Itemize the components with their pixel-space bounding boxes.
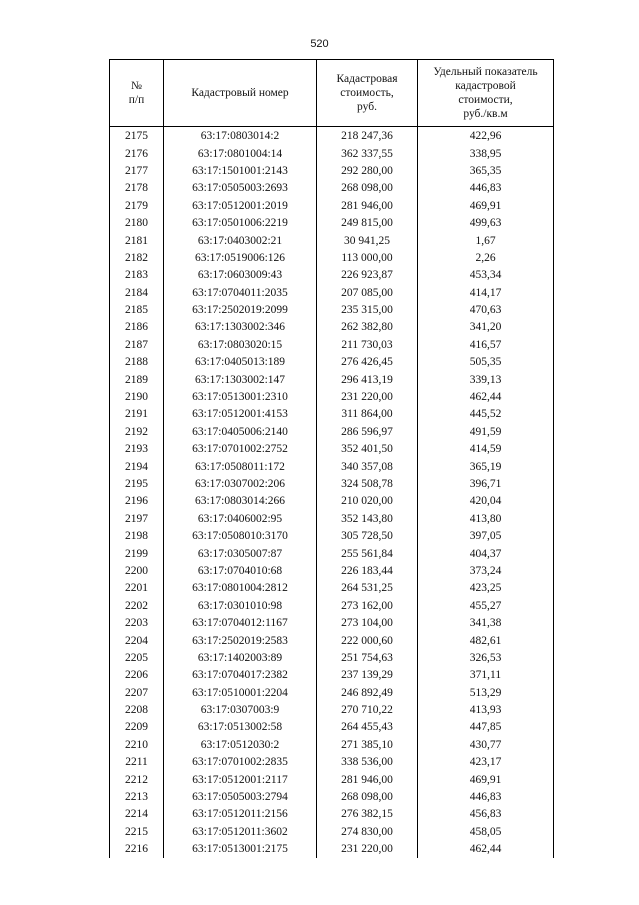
- table-row: [110, 145, 554, 162]
- row-num-cell: 2179: [110, 198, 164, 215]
- cadastral-number-cell: 63:17:0508010:3170: [164, 528, 317, 545]
- specific-index-cell: 326,53: [418, 650, 554, 667]
- specific-index-cell: 447,85: [418, 719, 554, 736]
- cadastral-value-cell: 271 385,10: [317, 737, 418, 754]
- specific-index-cell: 462,44: [418, 841, 554, 858]
- row-num-cell: 2187: [110, 337, 164, 354]
- table-row: [110, 267, 554, 284]
- specific-index-cell: 413,93: [418, 702, 554, 719]
- row-num-cell: 2213: [110, 789, 164, 806]
- cadastral-value-cell: 276 382,15: [317, 806, 418, 823]
- cadastral-number-cell: 63:17:1303002:147: [164, 371, 317, 388]
- table-row: [110, 824, 554, 841]
- row-num-cell: 2214: [110, 806, 164, 823]
- cadastral-number-cell: 63:17:0513001:2175: [164, 841, 317, 858]
- row-num-cell: 2176: [110, 145, 164, 162]
- specific-index-cell: 413,80: [418, 511, 554, 528]
- cadastral-number-cell: 63:17:0803014:266: [164, 493, 317, 510]
- cadastral-number-cell: 63:17:0508011:172: [164, 458, 317, 475]
- table-row: [110, 180, 554, 197]
- cadastral-number-cell: 63:17:0704012:1167: [164, 615, 317, 632]
- specific-index-cell: 430,77: [418, 737, 554, 754]
- row-num-cell: 2185: [110, 302, 164, 319]
- cadastral-number-cell: 63:17:0512030:2: [164, 737, 317, 754]
- row-num-cell: 2212: [110, 771, 164, 788]
- specific-index-cell: 469,91: [418, 198, 554, 215]
- specific-index-cell: 414,59: [418, 441, 554, 458]
- table-row: [110, 511, 554, 528]
- cadastral-number-cell: 63:17:0603009:43: [164, 267, 317, 284]
- cadastral-value-cell: 311 864,00: [317, 406, 418, 423]
- cadastral-number-cell: 63:17:1402003:89: [164, 650, 317, 667]
- row-num-cell: 2199: [110, 545, 164, 562]
- row-num-cell: 2180: [110, 215, 164, 232]
- row-num-cell: 2196: [110, 493, 164, 510]
- table-row: [110, 302, 554, 319]
- cadastral-table: [109, 59, 554, 858]
- table-row: [110, 667, 554, 684]
- row-num-cell: 2202: [110, 598, 164, 615]
- cadastral-number-cell: 63:17:0512001:4153: [164, 406, 317, 423]
- specific-index-cell: 1,67: [418, 232, 554, 249]
- cadastral-value-cell: 210 020,00: [317, 493, 418, 510]
- table-row: [110, 337, 554, 354]
- header-specific-index: Удельный показатель кадастровой стоимости, руб./кв.м: [418, 60, 554, 127]
- cadastral-value-cell: 296 413,19: [317, 371, 418, 388]
- row-num-cell: 2211: [110, 754, 164, 771]
- row-num-cell: 2208: [110, 702, 164, 719]
- row-num-cell: 2215: [110, 824, 164, 841]
- row-num-cell: 2206: [110, 667, 164, 684]
- cadastral-number-cell: 63:17:0704017:2382: [164, 667, 317, 684]
- table-row: [110, 841, 554, 858]
- table-row: [110, 215, 554, 232]
- cadastral-value-cell: 281 946,00: [317, 198, 418, 215]
- cadastral-number-cell: 63:17:0301010:98: [164, 598, 317, 615]
- header-cadastral-value: Кадастровая стоимость, руб.: [317, 60, 418, 127]
- specific-index-cell: 499,63: [418, 215, 554, 232]
- cadastral-number-cell: 63:17:2502019:2583: [164, 632, 317, 649]
- row-num-cell: 2182: [110, 250, 164, 267]
- specific-index-cell: 338,95: [418, 145, 554, 162]
- specific-index-cell: 513,29: [418, 685, 554, 702]
- cadastral-value-cell: 292 280,00: [317, 163, 418, 180]
- specific-index-cell: 458,05: [418, 824, 554, 841]
- specific-index-cell: 397,05: [418, 528, 554, 545]
- table-row: [110, 685, 554, 702]
- specific-index-cell: 341,20: [418, 319, 554, 336]
- row-num-cell: 2205: [110, 650, 164, 667]
- cadastral-value-cell: 268 098,00: [317, 180, 418, 197]
- row-num-cell: 2183: [110, 267, 164, 284]
- cadastral-value-cell: 246 892,49: [317, 685, 418, 702]
- cadastral-number-cell: 63:17:1303002:346: [164, 319, 317, 336]
- table-row: [110, 719, 554, 736]
- specific-index-cell: 339,13: [418, 371, 554, 388]
- row-num-cell: 2189: [110, 371, 164, 388]
- row-num-cell: 2210: [110, 737, 164, 754]
- table-row: [110, 615, 554, 632]
- specific-index-cell: 455,27: [418, 598, 554, 615]
- cadastral-number-cell: 63:17:0512001:2019: [164, 198, 317, 215]
- cadastral-value-cell: 222 000,60: [317, 632, 418, 649]
- cadastral-number-cell: 63:17:0512011:3602: [164, 824, 317, 841]
- cadastral-number-cell: 63:17:0505003:2794: [164, 789, 317, 806]
- cadastral-number-cell: 63:17:0305007:87: [164, 545, 317, 562]
- table-row: [110, 493, 554, 510]
- row-num-cell: 2198: [110, 528, 164, 545]
- cadastral-value-cell: 274 830,00: [317, 824, 418, 841]
- row-num-cell: 2200: [110, 563, 164, 580]
- table-row: [110, 737, 554, 754]
- table-row: [110, 441, 554, 458]
- specific-index-cell: 2,26: [418, 250, 554, 267]
- specific-index-cell: 482,61: [418, 632, 554, 649]
- row-num-cell: 2186: [110, 319, 164, 336]
- cadastral-value-cell: 268 098,00: [317, 789, 418, 806]
- table-row: [110, 163, 554, 180]
- table-row: [110, 771, 554, 788]
- cadastral-number-cell: 63:17:0403002:21: [164, 232, 317, 249]
- cadastral-value-cell: 352 143,80: [317, 511, 418, 528]
- cadastral-value-cell: 231 220,00: [317, 389, 418, 406]
- page-number: 520: [310, 38, 329, 50]
- cadastral-value-cell: 211 730,03: [317, 337, 418, 354]
- cadastral-number-cell: 63:17:0519006:126: [164, 250, 317, 267]
- cadastral-value-cell: 30 941,25: [317, 232, 418, 249]
- cadastral-value-cell: 226 923,87: [317, 267, 418, 284]
- row-num-cell: 2197: [110, 511, 164, 528]
- cadastral-number-cell: 63:17:0704010:68: [164, 563, 317, 580]
- table-row: [110, 580, 554, 597]
- row-num-cell: 2201: [110, 580, 164, 597]
- row-num-cell: 2192: [110, 424, 164, 441]
- row-num-cell: 2188: [110, 354, 164, 371]
- table-row: [110, 650, 554, 667]
- table-row: [110, 285, 554, 302]
- cadastral-value-cell: 226 183,44: [317, 563, 418, 580]
- row-num-cell: 2207: [110, 685, 164, 702]
- row-num-cell: 2195: [110, 476, 164, 493]
- row-num-cell: 2177: [110, 163, 164, 180]
- row-num-cell: 2190: [110, 389, 164, 406]
- table-row: [110, 545, 554, 562]
- row-num-cell: 2175: [110, 127, 164, 146]
- table-row: [110, 354, 554, 371]
- table-row: [110, 806, 554, 823]
- specific-index-cell: 416,57: [418, 337, 554, 354]
- cadastral-value-cell: 352 401,50: [317, 441, 418, 458]
- cadastral-value-cell: 262 382,80: [317, 319, 418, 336]
- table-row: [110, 458, 554, 475]
- cadastral-value-cell: 255 561,84: [317, 545, 418, 562]
- cadastral-value-cell: 324 508,78: [317, 476, 418, 493]
- table-row: [110, 789, 554, 806]
- cadastral-number-cell: 63:17:0803020:15: [164, 337, 317, 354]
- cadastral-value-cell: 251 754,63: [317, 650, 418, 667]
- cadastral-value-cell: 362 337,55: [317, 145, 418, 162]
- specific-index-cell: 423,25: [418, 580, 554, 597]
- cadastral-number-cell: 63:17:0501006:2219: [164, 215, 317, 232]
- cadastral-number-cell: 63:17:0513002:58: [164, 719, 317, 736]
- specific-index-cell: 365,19: [418, 458, 554, 475]
- cadastral-number-cell: 63:17:0405013:189: [164, 354, 317, 371]
- row-num-cell: 2209: [110, 719, 164, 736]
- table-row: [110, 250, 554, 267]
- cadastral-value-cell: 273 104,00: [317, 615, 418, 632]
- specific-index-cell: 365,35: [418, 163, 554, 180]
- table-row: [110, 563, 554, 580]
- cadastral-number-cell: 63:17:2502019:2099: [164, 302, 317, 319]
- specific-index-cell: 414,17: [418, 285, 554, 302]
- table-row: [110, 406, 554, 423]
- cadastral-number-cell: 63:17:1501001:2143: [164, 163, 317, 180]
- cadastral-value-cell: 276 426,45: [317, 354, 418, 371]
- table-row: [110, 319, 554, 336]
- cadastral-number-cell: 63:17:0513001:2310: [164, 389, 317, 406]
- cadastral-value-cell: 207 085,00: [317, 285, 418, 302]
- cadastral-value-cell: 235 315,00: [317, 302, 418, 319]
- table-row: [110, 632, 554, 649]
- specific-index-cell: 453,34: [418, 267, 554, 284]
- row-num-cell: 2203: [110, 615, 164, 632]
- table-row: [110, 754, 554, 771]
- cadastral-number-cell: 63:17:0704011:2035: [164, 285, 317, 302]
- specific-index-cell: 396,71: [418, 476, 554, 493]
- cadastral-value-cell: 281 946,00: [317, 771, 418, 788]
- row-num-cell: 2194: [110, 458, 164, 475]
- table-header-row: [110, 60, 554, 127]
- table-row: [110, 598, 554, 615]
- cadastral-value-cell: 231 220,00: [317, 841, 418, 858]
- cadastral-number-cell: 63:17:0801004:2812: [164, 580, 317, 597]
- specific-index-cell: 456,83: [418, 806, 554, 823]
- cadastral-number-cell: 63:17:0512011:2156: [164, 806, 317, 823]
- header-num: № п/п: [110, 60, 164, 127]
- table-body: [110, 127, 554, 859]
- table-row: [110, 198, 554, 215]
- row-num-cell: 2191: [110, 406, 164, 423]
- specific-index-cell: 446,83: [418, 180, 554, 197]
- cadastral-value-cell: 273 162,00: [317, 598, 418, 615]
- cadastral-number-cell: 63:17:0803014:2: [164, 127, 317, 146]
- cadastral-value-cell: 249 815,00: [317, 215, 418, 232]
- table-row: [110, 127, 554, 146]
- table-row: [110, 371, 554, 388]
- row-num-cell: 2216: [110, 841, 164, 858]
- specific-index-cell: 469,91: [418, 771, 554, 788]
- specific-index-cell: 491,59: [418, 424, 554, 441]
- specific-index-cell: 420,04: [418, 493, 554, 510]
- cadastral-number-cell: 63:17:0307002:206: [164, 476, 317, 493]
- specific-index-cell: 404,37: [418, 545, 554, 562]
- specific-index-cell: 422,96: [418, 127, 554, 146]
- row-num-cell: 2204: [110, 632, 164, 649]
- table-row: [110, 424, 554, 441]
- cadastral-number-cell: 63:17:0701002:2752: [164, 441, 317, 458]
- cadastral-value-cell: 270 710,22: [317, 702, 418, 719]
- specific-index-cell: 462,44: [418, 389, 554, 406]
- row-num-cell: 2184: [110, 285, 164, 302]
- cadastral-number-cell: 63:17:0512001:2117: [164, 771, 317, 788]
- table-row: [110, 232, 554, 249]
- row-num-cell: 2181: [110, 232, 164, 249]
- cadastral-value-cell: 113 000,00: [317, 250, 418, 267]
- cadastral-value-cell: 264 455,43: [317, 719, 418, 736]
- cadastral-value-cell: 286 596,97: [317, 424, 418, 441]
- table-row: [110, 476, 554, 493]
- specific-index-cell: 423,17: [418, 754, 554, 771]
- specific-index-cell: 470,63: [418, 302, 554, 319]
- table-row: [110, 389, 554, 406]
- cadastral-number-cell: 63:17:0801004:14: [164, 145, 317, 162]
- specific-index-cell: 371,11: [418, 667, 554, 684]
- cadastral-value-cell: 264 531,25: [317, 580, 418, 597]
- header-cadastral-number: Кадастровый номер: [164, 60, 317, 127]
- specific-index-cell: 505,35: [418, 354, 554, 371]
- cadastral-value-cell: 237 139,29: [317, 667, 418, 684]
- cadastral-value-cell: 218 247,36: [317, 127, 418, 146]
- row-num-cell: 2193: [110, 441, 164, 458]
- cadastral-value-cell: 340 357,08: [317, 458, 418, 475]
- row-num-cell: 2178: [110, 180, 164, 197]
- cadastral-number-cell: 63:17:0510001:2204: [164, 685, 317, 702]
- specific-index-cell: 341,38: [418, 615, 554, 632]
- table-row: [110, 702, 554, 719]
- table-row: [110, 528, 554, 545]
- specific-index-cell: 373,24: [418, 563, 554, 580]
- cadastral-number-cell: 63:17:0406002:95: [164, 511, 317, 528]
- specific-index-cell: 446,83: [418, 789, 554, 806]
- cadastral-number-cell: 63:17:0505003:2693: [164, 180, 317, 197]
- cadastral-value-cell: 305 728,50: [317, 528, 418, 545]
- specific-index-cell: 445,52: [418, 406, 554, 423]
- cadastral-number-cell: 63:17:0405006:2140: [164, 424, 317, 441]
- cadastral-number-cell: 63:17:0701002:2835: [164, 754, 317, 771]
- cadastral-value-cell: 338 536,00: [317, 754, 418, 771]
- cadastral-number-cell: 63:17:0307003:9: [164, 702, 317, 719]
